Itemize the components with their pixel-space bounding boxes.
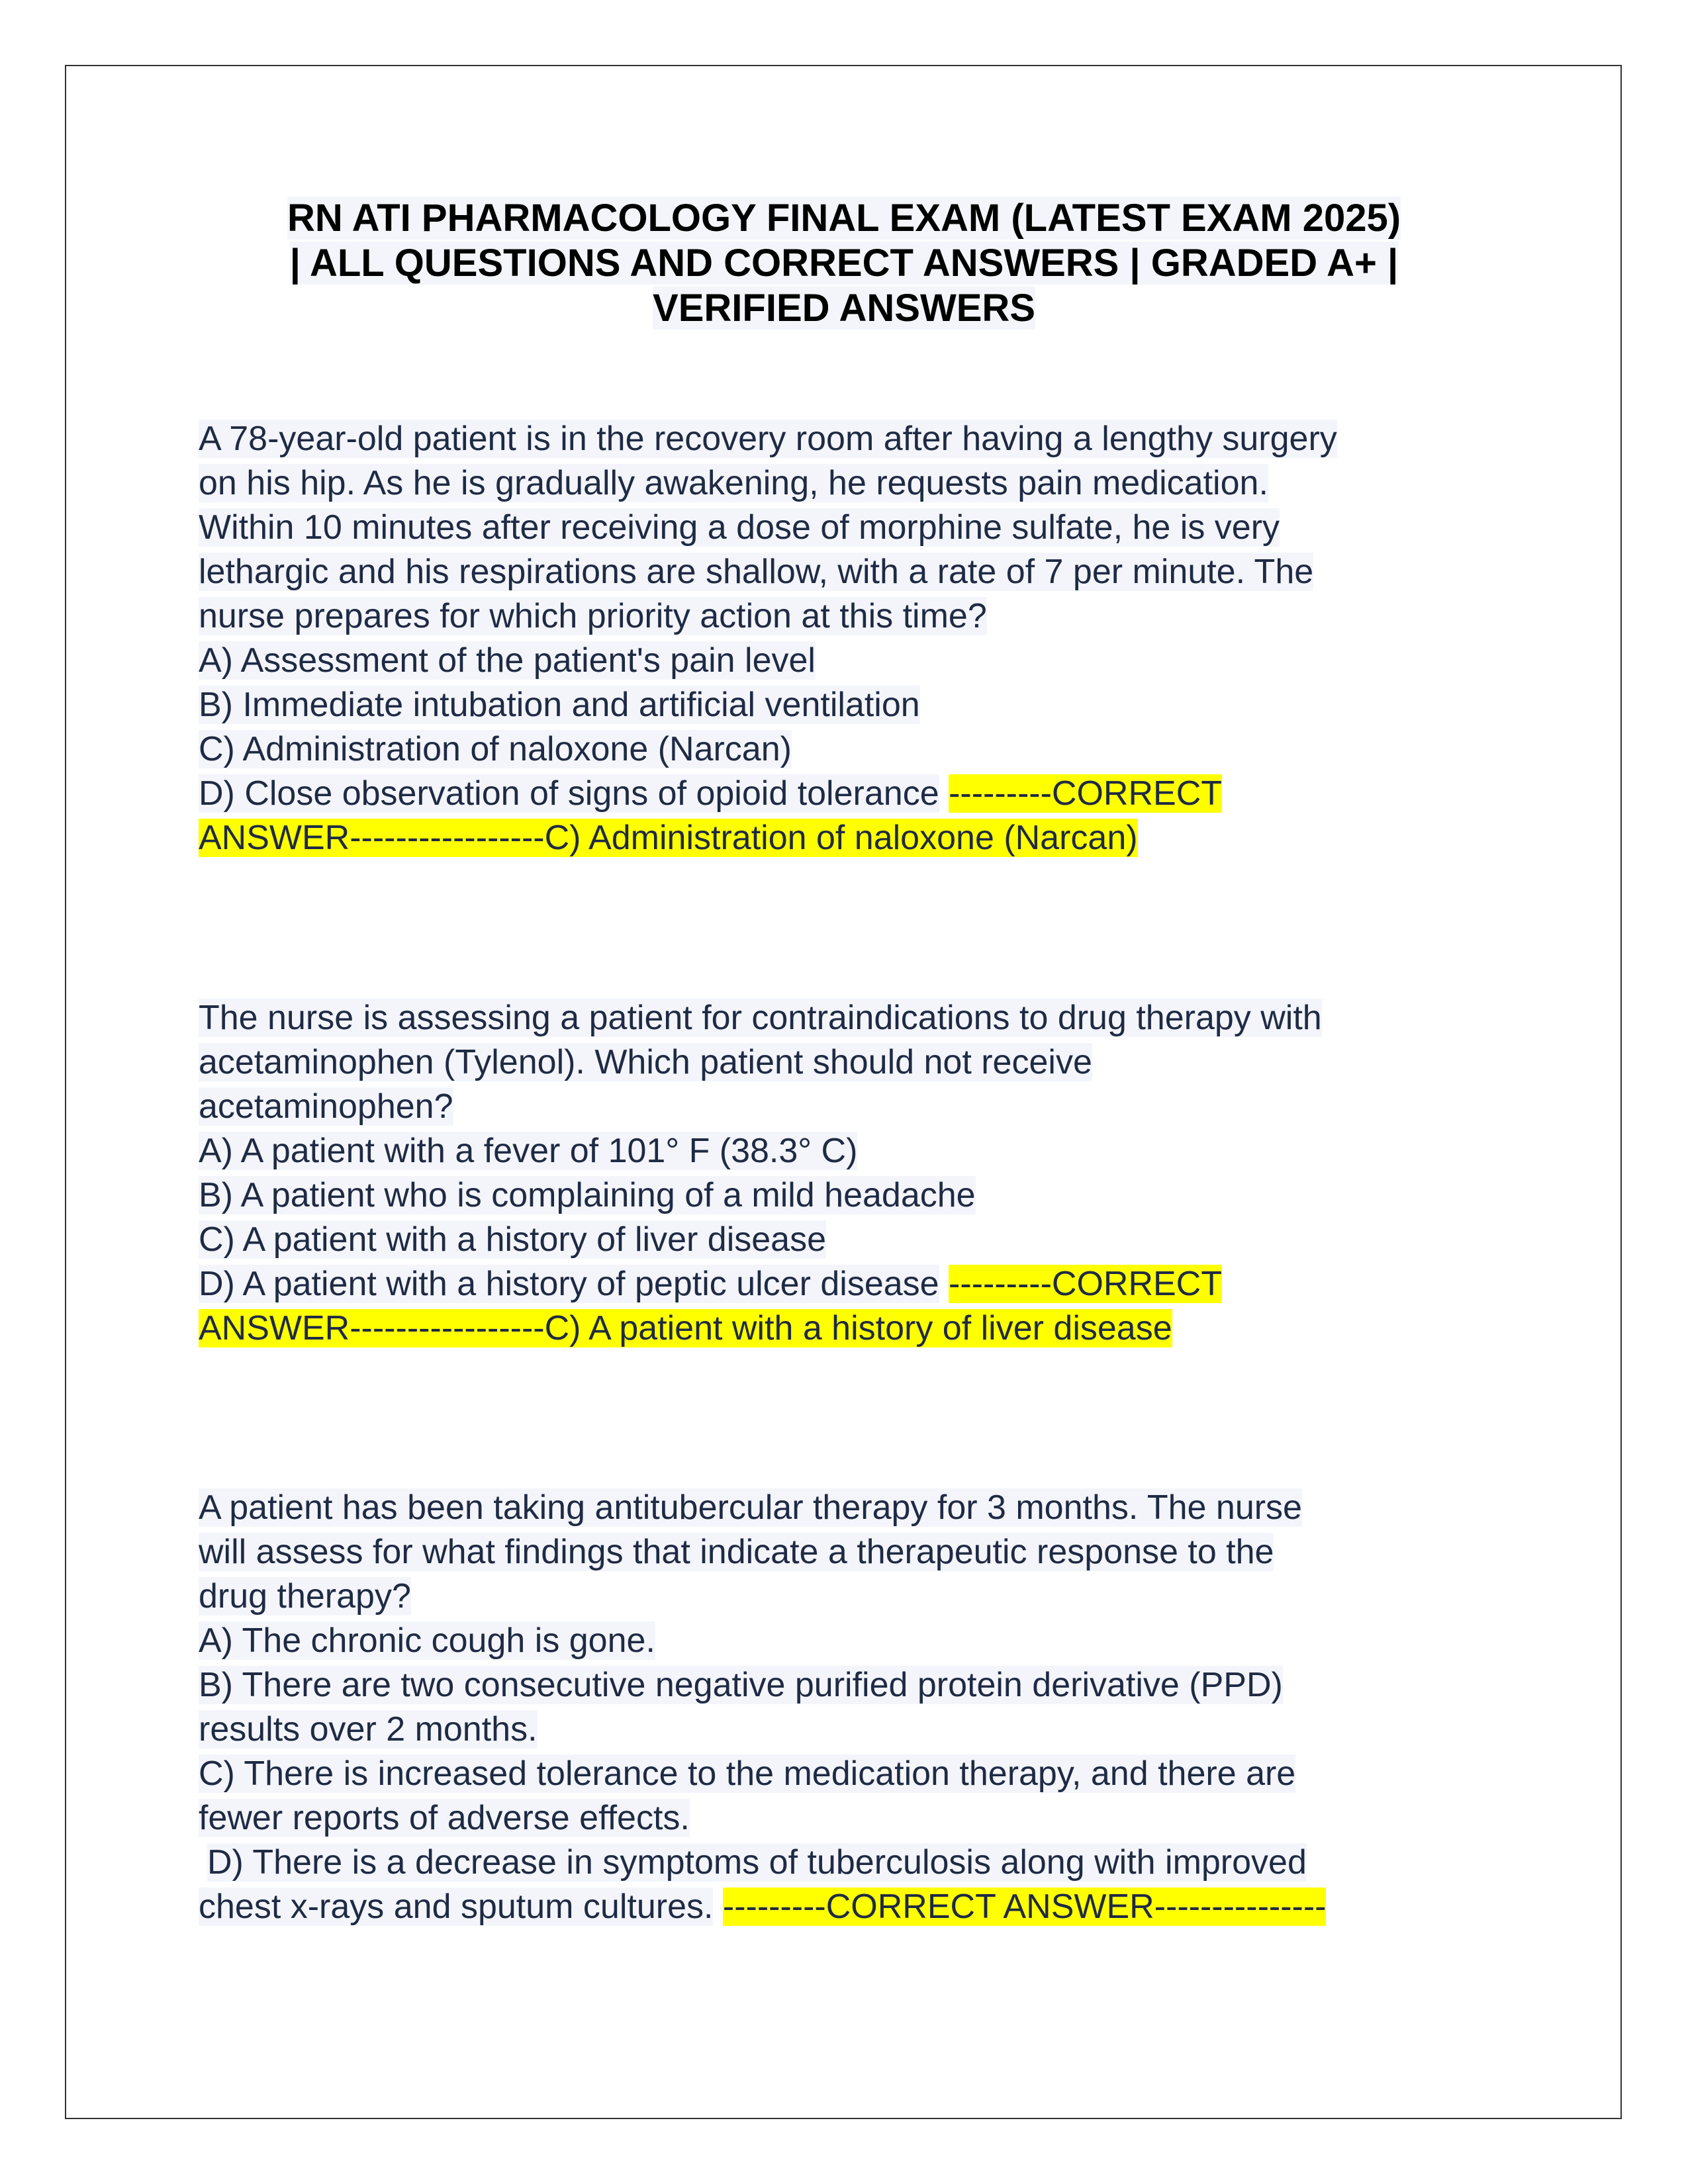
correct-answer-highlight: ---------CORRECT ANSWER---------------: [722, 1888, 1327, 1926]
question-stem-line: acetaminophen (Tylenol). Which patient should not receive: [199, 1043, 1092, 1081]
option-d: D) A patient with a history of peptic ulcer disease ---------CORRECT: [199, 1265, 1222, 1303]
question-stem-line: drug therapy?: [199, 1577, 411, 1615]
question-stem-line: Within 10 minutes after receiving a dose of morphine sulfate, he is very: [199, 508, 1280, 547]
option-a: A) A patient with a fever of 101° F (38.3° C): [199, 1132, 858, 1170]
option-d-continued: chest x-rays and sputum cultures. ---------CORRECT ANSWER---------------: [199, 1888, 1327, 1926]
title-line-1: RN ATI PHARMACOLOGY FINAL EXAM (LATEST EXAM 2025): [287, 197, 1401, 240]
question-stem-line: nurse prepares for which priority action at this time?: [199, 597, 987, 635]
option-d: D) There is a decrease in symptoms of tuberculosis along with improved: [207, 1843, 1307, 1882]
question-stem-line: A 78-year-old patient is in the recovery room after having a lengthy surgery: [199, 420, 1337, 458]
answer-line: [199, 816, 1489, 860]
option-a: A) The chronic cough is gone.: [199, 1621, 655, 1660]
question-stem-line: on his hip. As he is gradually awakening, he requests pain medication.: [199, 464, 1268, 502]
option-b: B) A patient who is complaining of a mild headache: [199, 1176, 976, 1214]
correct-answer-highlight: ANSWER-----------------C) A patient with a history of liver disease: [199, 1309, 1172, 1347]
option-b: B) There are two consecutive negative purified protein derivative (PPD): [199, 1666, 1283, 1704]
option-c: C) Administration of naloxone (Narcan): [199, 730, 792, 768]
option-b: B) Immediate intubation and artificial ventilation: [199, 686, 920, 724]
correct-answer-highlight: ---------CORRECT: [949, 774, 1223, 813]
question-2: [199, 996, 1489, 1351]
question-stem-line: lethargic and his respirations are shallow, with a rate of 7 per minute. The: [199, 553, 1314, 591]
option-c: C) A patient with a history of liver disease: [199, 1220, 827, 1259]
correct-answer-highlight: ANSWER-----------------C) Administration of naloxone (Narcan): [199, 819, 1138, 857]
option-a: A) Assessment of the patient's pain level: [199, 641, 816, 680]
option-c: C) There is increased tolerance to the medication therapy, and there are: [199, 1754, 1296, 1793]
answer-line: [199, 1306, 1489, 1351]
title-line-2: | ALL QUESTIONS AND CORRECT ANSWERS | GRADED A+ |: [289, 242, 1399, 285]
question-stem-line: The nurse is assessing a patient for contraindications to drug therapy with: [199, 999, 1322, 1037]
question-stem-line: A patient has been taking antitubercular therapy for 3 months. The nurse: [199, 1488, 1302, 1527]
question-stem-line: will assess for what findings that indicate a therapeutic response to the: [199, 1533, 1274, 1571]
question-3: [199, 1486, 1489, 1929]
option-d: D) Close observation of signs of opioid tolerance ---------CORRECT: [199, 774, 1223, 813]
option-c-continued: fewer reports of adverse effects.: [199, 1799, 690, 1837]
question-1: [199, 417, 1489, 860]
document-title: [199, 196, 1489, 331]
question-stem-line: acetaminophen?: [199, 1087, 453, 1126]
option-b-continued: results over 2 months.: [199, 1710, 538, 1749]
correct-answer-highlight: ---------CORRECT: [949, 1265, 1222, 1303]
title-line-3: VERIFIED ANSWERS: [653, 287, 1035, 330]
